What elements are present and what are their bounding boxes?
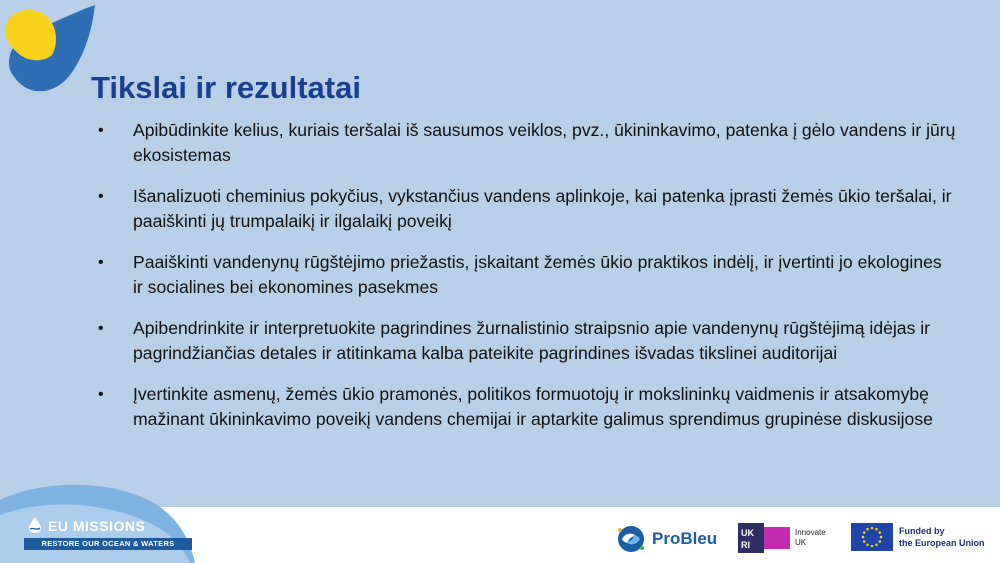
eu-funded-line2: the European Union [899, 538, 985, 548]
eu-funded-label [899, 525, 985, 549]
list-item [96, 250, 956, 300]
bullet-dot: • [98, 254, 104, 271]
eu-funded-line1: Funded by [899, 526, 945, 536]
bullet-dot: • [98, 386, 104, 403]
svg-text:RI: RI [741, 540, 750, 550]
list-item [96, 382, 956, 432]
innovate-uk-label: Innovate UK [795, 528, 826, 547]
list-item [96, 184, 956, 234]
bullet-text: Apibūdinkite kelius, kuriais teršalai iš sausumos veiklos, pvz., ūkininkavimo, patenka į gėlo vandens ir jūrų ekosistemas [133, 120, 956, 165]
eu-missions-subtitle: RESTORE OUR OCEAN & WATERS [24, 538, 192, 550]
bullet-text: Išanalizuoti cheminius pokyčius, vykstančius vandens aplinkoje, kai patenka įprasti žemės ūkio teršalai, ir paaiškinti jų trumpalaikį ir ilgalaikį poveikį [133, 186, 952, 231]
bullet-dot: • [98, 188, 104, 205]
objectives-list [96, 118, 956, 448]
list-item [96, 118, 956, 168]
eu-flag-icon [851, 523, 893, 551]
eu-missions-label: EU MISSIONS [48, 518, 146, 534]
slide-title: Tikslai ir rezultatai [91, 70, 361, 105]
list-item [96, 316, 956, 366]
bullet-dot: • [98, 122, 104, 139]
ukri-logo [738, 523, 826, 553]
eu-funded-logo [851, 523, 985, 551]
probleu-logo-icon [616, 524, 646, 554]
svg-text:UK: UK [741, 528, 754, 538]
bullet-dot: • [98, 320, 104, 337]
bullet-text: Apibendrinkite ir interpretuokite pagrindines žurnalistinio straipsnio apie vandenynų rūgštėjimą idėjas ir pagrindžiančias detales ir atitinkama kalba pateikite pagrindines išvadas tikslinei auditorijai [133, 318, 931, 363]
probleu-logo [616, 523, 717, 555]
eu-missions-drop-icon [26, 516, 44, 534]
bullet-text: Įvertinkite asmenų, žemės ūkio pramonės, politikos formuotojų ir mokslininkų vaidmenis ir atsakomybę mažinant ūkininkavimo poveikį vandens chemijai ir aptarkite galimus sprendimus grupinėse diskusijose [133, 384, 933, 429]
bullet-text: Paaiškinti vandenynų rūgštėjimo priežastis, įskaitant žemės ūkio praktikos indėlį, ir įvertinti jo ekologines ir socialines bei ekonomines pasekmes [133, 252, 942, 297]
probleu-label: ProBleu [652, 529, 718, 548]
ukri-logo-icon [738, 523, 790, 553]
